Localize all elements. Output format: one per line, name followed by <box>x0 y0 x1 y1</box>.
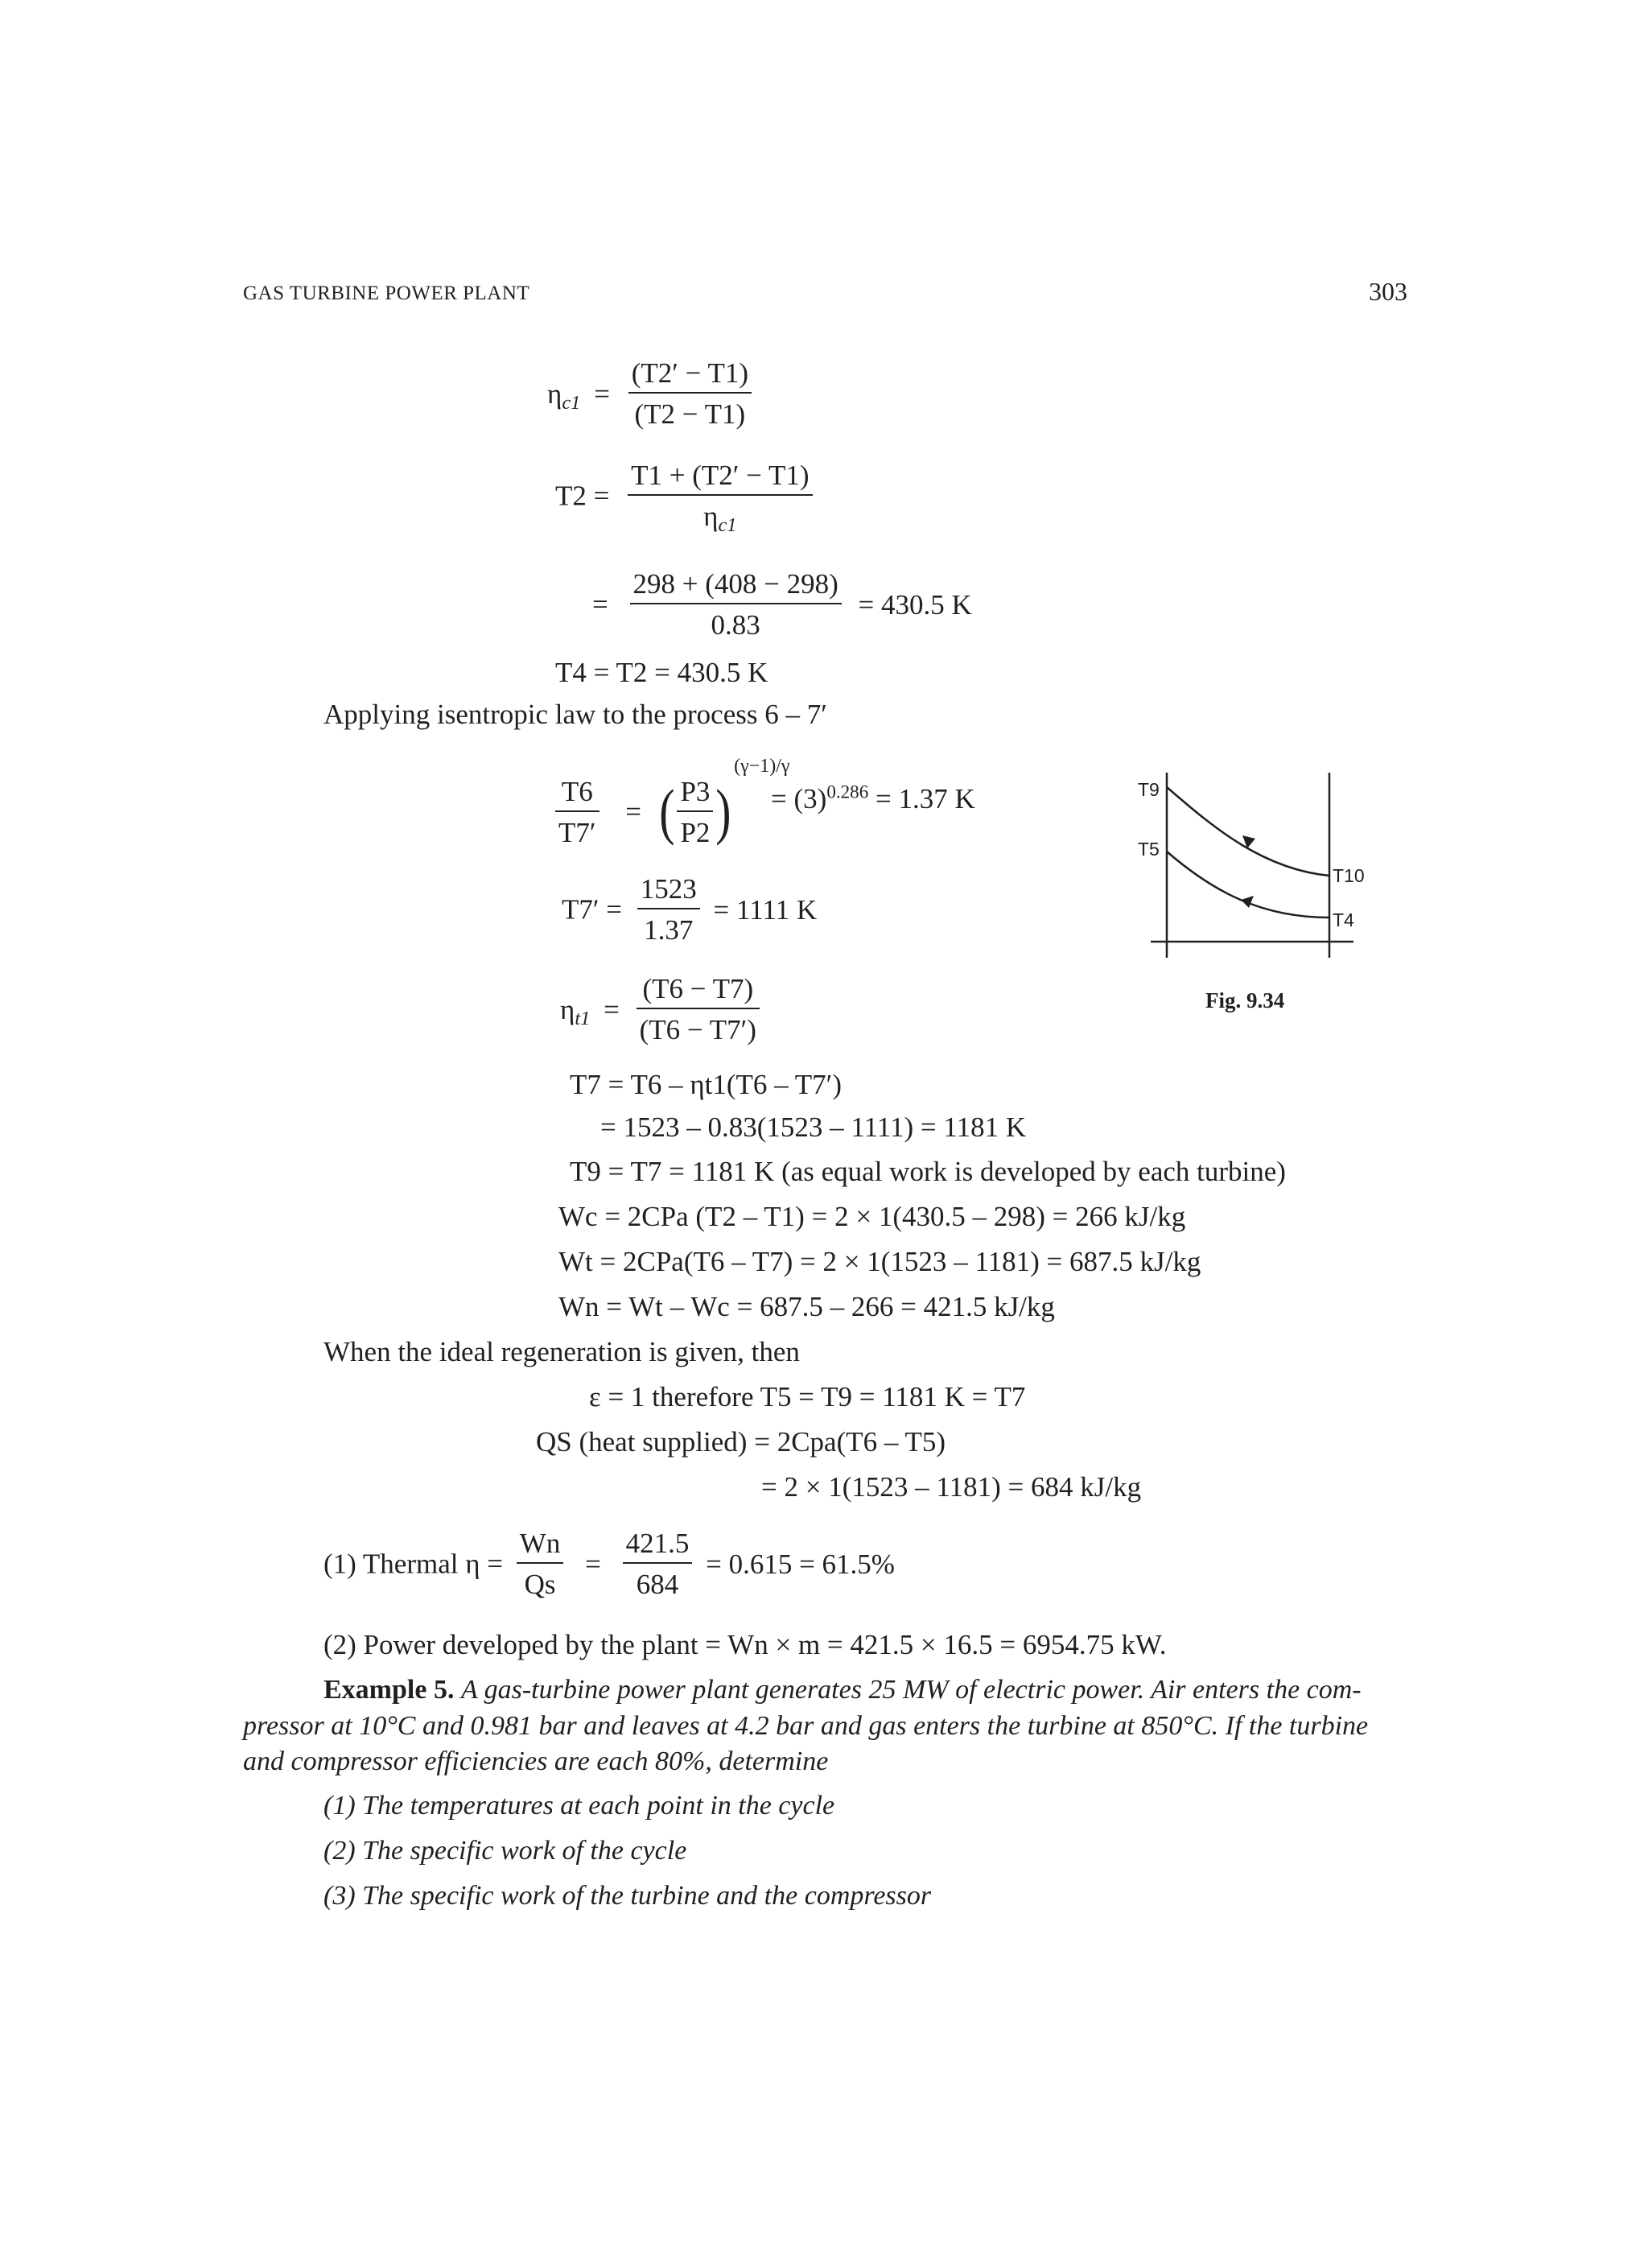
example-item-3: (3) The specific work of the turbine and the compressor <box>323 1881 932 1911</box>
eta-c1-lhs: $\eta_{c1}$ <box>547 377 581 414</box>
lower-curve <box>1167 852 1329 918</box>
equation-t7p: T7′ = $\frac{1523}{1.37}$ = 1111 K <box>562 873 818 946</box>
line-t9: T9 = T7 = 1181 K (as equal work is developed by each turbine) <box>570 1156 1286 1187</box>
page-number: 303 <box>1369 277 1407 306</box>
line-epsilon: ε = 1 therefore T5 = T9 = 1181 K = T7 <box>589 1381 1026 1412</box>
line-t4: T4 = T2 = 430.5 K <box>555 657 768 688</box>
line-power-developed: (2) Power developed by the plant = Wn × m = 421.5 × 16.5 = 6954.75 kW. <box>323 1629 1167 1660</box>
eta-t1-fraction: $\frac{(T6 - T7)}{(T6 - T7')}$ <box>637 975 760 1044</box>
t7p-fraction: $\frac{1523}{1.37}$ <box>637 875 700 944</box>
running-header: GAS TURBINE POWER PLANT <box>243 282 530 304</box>
equation-t2-calc: = $\frac{298 + (408 - 298)}{0.83}$ = 430.5 K <box>592 568 972 641</box>
line-t7: T7 = T6 – ηt1(T6 – T7′) <box>570 1069 842 1100</box>
example-item-1: (1) The temperatures at each point in the cycle <box>323 1791 835 1821</box>
example-item-2: (2) The specific work of the cycle <box>323 1836 687 1866</box>
example-5-line1: Example 5. A gas-turbine power plant generates 25 MW of electric power. Air enters the com- <box>323 1675 1362 1705</box>
example-5-line3: and compressor efficiencies are each 80%, determine <box>243 1746 829 1776</box>
example-5-line2: pressor at 10°C and 0.981 bar and leaves at 4.2 bar and gas enters the turbine at 850°C. If the turbine <box>243 1711 1369 1741</box>
efficiency-value-fraction: $\frac{421.5}{684}$ <box>623 1529 693 1598</box>
t6-t7p-fraction: $\frac{T6}{T7'}$ <box>555 777 599 847</box>
line-t7-calc: = 1523 – 0.83(1523 – 1111) = 1181 K <box>600 1111 1027 1143</box>
figure-caption: Fig. 9.34 <box>1205 988 1285 1012</box>
example-title: Example 5. <box>323 1675 455 1705</box>
line-wn: Wn = Wt – Wc = 687.5 – 266 = 421.5 kJ/kg <box>558 1291 1055 1322</box>
equation-t2: T2 = $\frac{T1 + (T2' - T1)}{\eta_{c1}}$ <box>555 461 813 530</box>
figure-label-t10: T10 <box>1333 865 1365 886</box>
figure-label-t4: T4 <box>1333 909 1354 930</box>
p3-p2-fraction: $\frac{P3}{P2}$ <box>677 777 713 847</box>
figure-label-t9: T9 <box>1138 779 1160 800</box>
t2-fraction: $\frac{T1 + (T2' - T1)}{\eta_{c1}}$ <box>628 461 812 530</box>
equation-thermal-efficiency: (1) Thermal η = $\frac{Wn}{Qs}$ = $\frac{421.5}{684}$ = 0.615 = 61.5% <box>323 1528 895 1600</box>
text-regeneration: When the ideal regeneration is given, then <box>323 1336 800 1367</box>
eta-c1-fraction: $\frac{(T2' - T1)}{(T2 - T1)}$ <box>628 359 752 428</box>
ratio-result: = $(3)^{0.286} = 1.37$ K <box>771 781 975 814</box>
line-wc: Wc = 2CPa (T2 – T1) = 2 × 1(430.5 – 298) = 266 kJ/kg <box>558 1201 1186 1232</box>
equation-eta-c1: $\eta_{c1}$ = $\frac{(T2' - T1)}{(T2 - T1)}$ <box>547 359 752 428</box>
wn-qs-fraction: $\frac{Wn}{Qs}$ <box>517 1529 564 1598</box>
t2-calc-fraction: $\frac{298 + (408 - 298)}{0.83}$ <box>630 570 842 639</box>
line-qs-calc: = 2 × 1(1523 – 1181) = 684 kJ/kg <box>761 1471 1142 1503</box>
line-wt: Wt = 2CPa(T6 – T7) = 2 × 1(1523 – 1181) = 687.5 kJ/kg <box>558 1246 1201 1277</box>
upper-curve <box>1167 787 1329 876</box>
equation-eta-t1: $\eta_{t1}$ = $\frac{(T6 - T7)}{(T6 - T7')}$ <box>560 975 760 1044</box>
equation-temperature-ratio: $\frac{T6}{T7'}$ = ( $\frac{P3}{P2}$ )$^{(\gamma-1)/\gamma}$ <box>555 757 789 847</box>
text-isentropic: Applying isentropic law to the process 6 – 7′ <box>323 699 827 730</box>
figure-label-t5: T5 <box>1138 839 1160 860</box>
line-qs: QS (heat supplied) = 2Cpa(T6 – T5) <box>536 1426 946 1458</box>
